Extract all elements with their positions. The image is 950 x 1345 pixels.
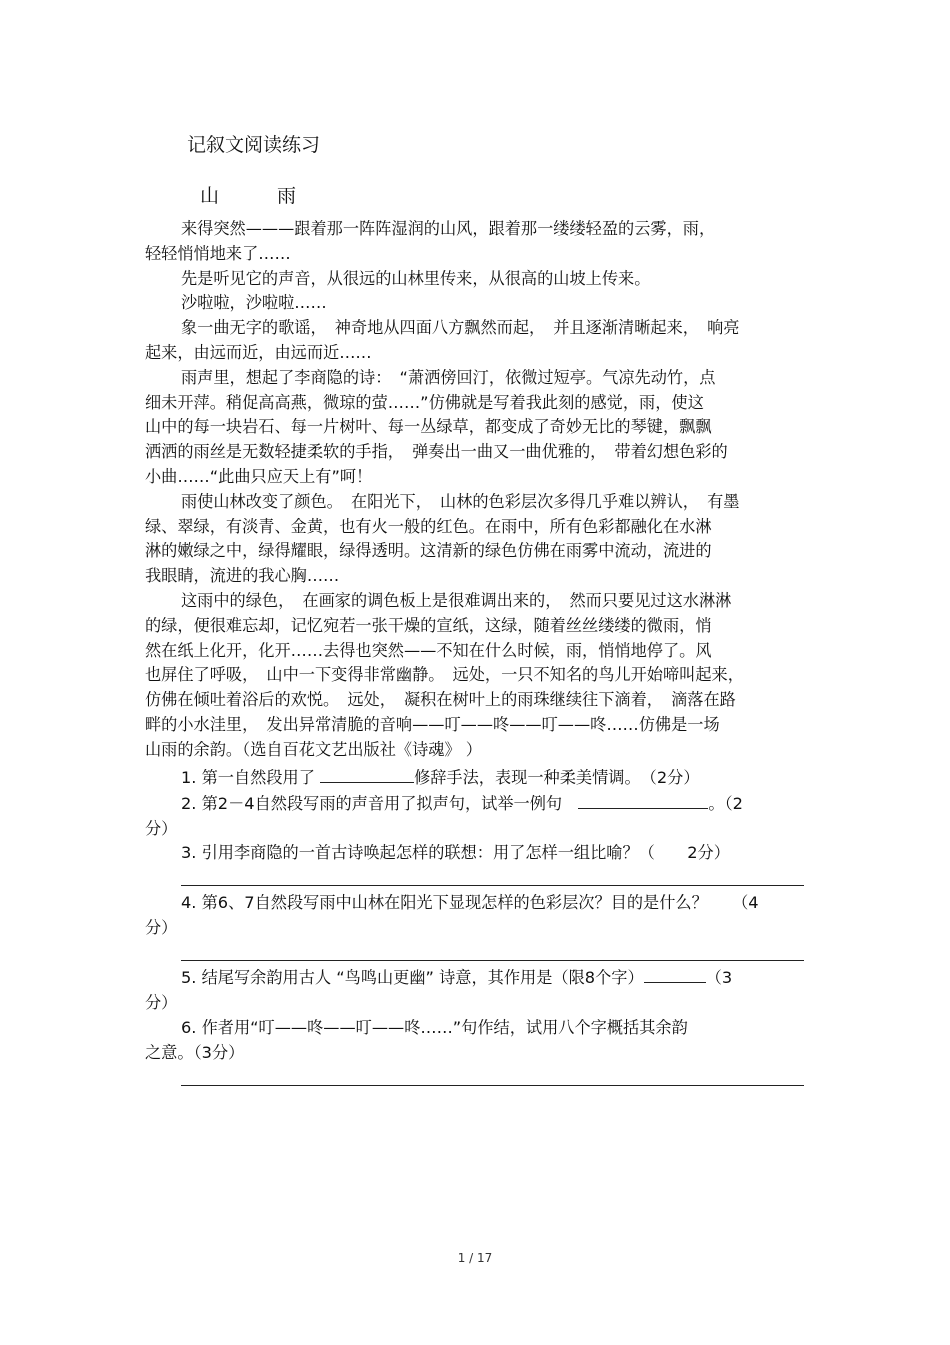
passage-line: 象一曲无字的歌谣， 神奇地从四面八方飘然而起， 并且逐渐清晰起来， 响亮 [181,318,740,338]
question-2-continuation: 分） [145,819,178,838]
passage-line: 洒洒的雨丝是无数轻捷柔软的手指， 弹奏出一曲又一曲优雅的， 带着幻想色彩的 [145,442,728,462]
passage-line: 轻轻悄悄地来了…… [145,243,291,263]
passage-line: 仿佛在倾吐着浴后的欢悦。 远处， 凝积在树叶上的雨珠继续往下滴着， 滴落在路 [145,690,736,710]
passage-line: 我眼睛，流进的我心胸…… [145,566,340,586]
question-5-text-start: 5. 结尾写余韵用古人 “鸟鸣山更幽” 诗意，其作用是（限8个字） [181,968,644,987]
question-3: 3. 引用李商隐的一首古诗唤起怎样的联想：用了怎样一组比喻？（ 2分） [181,843,730,862]
question-1 [181,767,700,789]
passage-line: 的绿，便很难忘却，记忆宛若一张干燥的宣纸，这绿，随着丝丝缕缕的微雨，悄 [145,615,712,635]
question-5-continuation: 分） [145,993,178,1012]
passage-line: 绿、翠绿，有淡青、金黄，也有火一般的红色。在雨中，所有色彩都融化在水淋 [145,516,712,536]
question-4-continuation: 分） [145,918,178,937]
passage-line: 雨使山林改变了颜色。 在阳光下， 山林的色彩层次多得几乎难以辨认， 有墨 [181,491,740,511]
question-2-blank [578,793,708,809]
question-1-text-start: 1. 第一自然段用了 [181,768,321,787]
passage-line: 这雨中的绿色， 在画家的调色板上是很难调出来的， 然而只要见过这水淋淋 [181,591,732,610]
question-6: 6. 作者用“叮——咚——叮——咚……”句作结，试用八个字概括其余韵 [181,1018,688,1037]
question-5-blank [644,967,706,983]
piece-title-char-1: 山 [200,185,220,207]
question-6-answer-line [181,1085,804,1086]
question-1-text-end: 修辞手法，表现一种柔美情调。 （2分） [414,768,700,787]
question-2-text-end: 。（2 [708,794,743,813]
question-2-text-start: 2. 第2－4自然段写雨的声音用了拟声句，试举一例句 [181,794,579,813]
passage-line: 山中的每一块岩石、每一片树叶、每一丛绿草，都变成了奇妙无比的琴键，飘飘 [145,417,712,437]
passage-line: 来得突然———跟着那一阵阵湿润的山风，跟着那一缕缕轻盈的云雾，雨， [181,219,716,238]
question-1-blank [320,767,414,783]
document-title: 记叙文阅读练习 [187,134,321,156]
question-5 [181,967,732,989]
passage-line: 沙啦啦，沙啦啦…… [181,293,327,313]
passage-line: 淋的嫩绿之中，绿得耀眼，绿得透明。这清新的绿色仿佛在雨雾中流动，流进的 [145,541,712,561]
passage-line: 然在纸上化开，化开……去得也突然——不知在什么时候，雨，悄悄地停了。风 [145,640,712,660]
question-6-continuation: 之意。（3分） [145,1043,245,1062]
question-4-answer-line [181,960,804,961]
piece-title [200,181,296,208]
passage-line: 也屏住了呼吸， 山中一下变得非常幽静。 远处，一只不知名的鸟儿开始啼叫起来， [145,665,744,685]
passage-line: 起来，由远而近，由远而近…… [145,343,372,362]
passage-line: 畔的小水洼里， 发出异常清脆的音响——叮——咚——叮——咚……仿佛是一场 [145,715,720,734]
piece-title-char-2: 雨 [277,185,297,207]
passage-line: 山雨的余韵。（选自百花文艺出版社《诗魂》 ） [145,739,482,759]
question-2 [181,793,743,815]
passage-line: 先是听见它的声音，从很远的山林里传来，从很高的山坡上传来。 [181,268,651,288]
question-5-text-end: （3 [705,968,733,987]
passage-line: 小曲……“此曲只应天上有”呵！ [145,467,373,486]
passage-line: 细未开萍。稍促高高燕，微琼的萤……”仿佛就是写着我此刻的感觉，雨，使这 [145,392,704,412]
question-4: 4. 第6、7自然段写雨中山林在阳光下显现怎样的色彩层次？目的是什么？ （4 [181,893,759,912]
passage-line: 雨声里，想起了李商隐的诗： “萧洒傍回汀，依微过短亭。气凉先动竹，点 [181,367,716,387]
question-3-answer-line [181,885,804,886]
page-number: 1 / 17 [457,1251,493,1265]
